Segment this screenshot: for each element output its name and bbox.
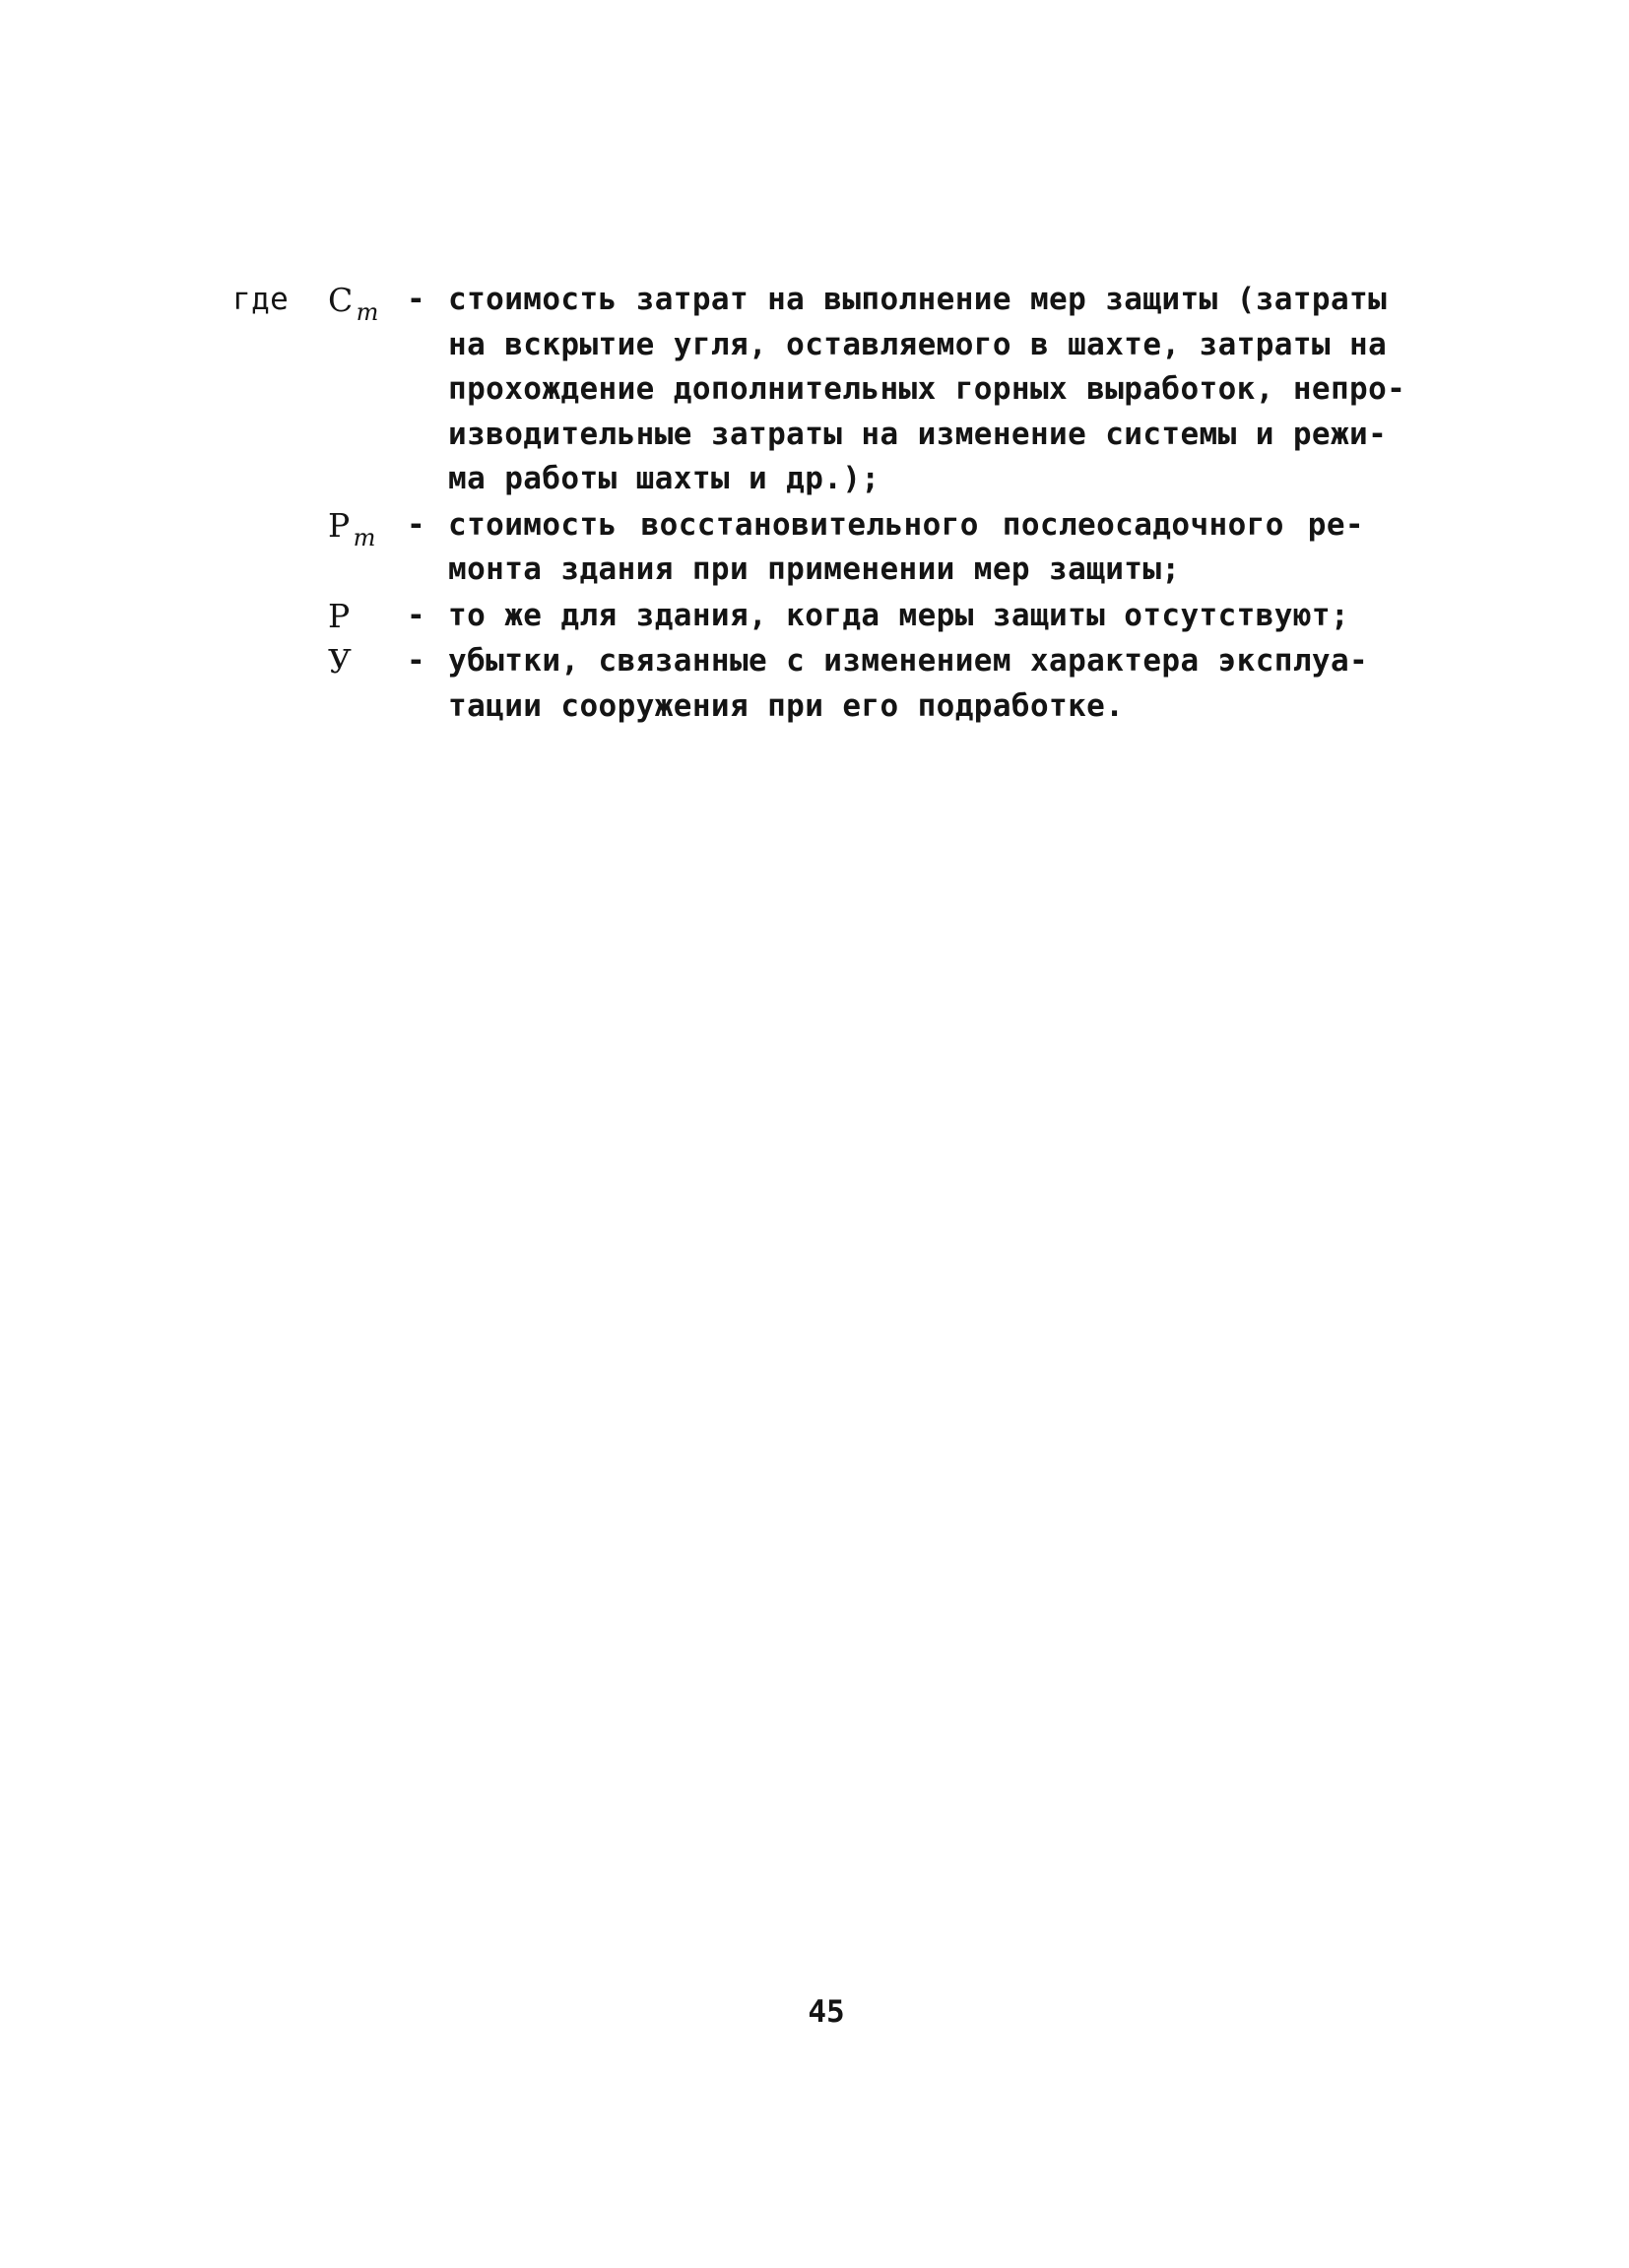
definition-u xyxy=(232,639,1375,729)
definition-line: на вскрытие угля, оставляемого в шахте, затраты на xyxy=(448,326,1388,362)
definition-subscript: m xyxy=(353,523,376,551)
definition-c-m xyxy=(232,278,1406,502)
definition-line: ма работы шахты и др.); xyxy=(448,461,880,496)
definition-text xyxy=(448,278,1406,502)
definition-subscript: m xyxy=(356,298,379,326)
definition-dash: - xyxy=(407,643,426,679)
definition-line: то же для здания, когда меры защиты отсутствуют; xyxy=(448,597,1350,633)
definition-dash: - xyxy=(407,282,426,317)
page-number: 45 xyxy=(808,1994,845,2030)
definition-line: стоимость восстановительного послеосадочного ре- xyxy=(448,506,1364,543)
definition-line: стоимость затрат на выполнение мер защиты (затраты xyxy=(448,282,1388,317)
definitions-list xyxy=(232,278,1406,730)
definition-line: монта здания при применении мер защиты; xyxy=(448,551,1181,587)
definition-p-m xyxy=(232,503,1375,593)
definition-line: тации сооружения при его подработке. xyxy=(448,687,1125,724)
definition-dash: - xyxy=(407,506,426,543)
definition-symbol: P $_m$ xyxy=(328,505,376,551)
definition-text xyxy=(448,503,1364,593)
definition-text xyxy=(448,594,1364,639)
definition-p xyxy=(232,594,1375,639)
definition-line: убытки, связанные с изменением характера эксплуа- xyxy=(448,643,1369,679)
definition-symbol: С $_m$ xyxy=(328,281,379,326)
definition-symbol: У xyxy=(328,642,353,680)
definition-line: прохождение дополнительных горных выработок, непро- xyxy=(448,371,1406,407)
definition-symbol: P xyxy=(328,596,351,635)
definition-dash: - xyxy=(407,597,426,633)
definition-line: изводительные затраты на изменение системы и режи- xyxy=(448,416,1388,452)
definition-text xyxy=(448,639,1369,729)
intro-word: где xyxy=(232,282,290,317)
